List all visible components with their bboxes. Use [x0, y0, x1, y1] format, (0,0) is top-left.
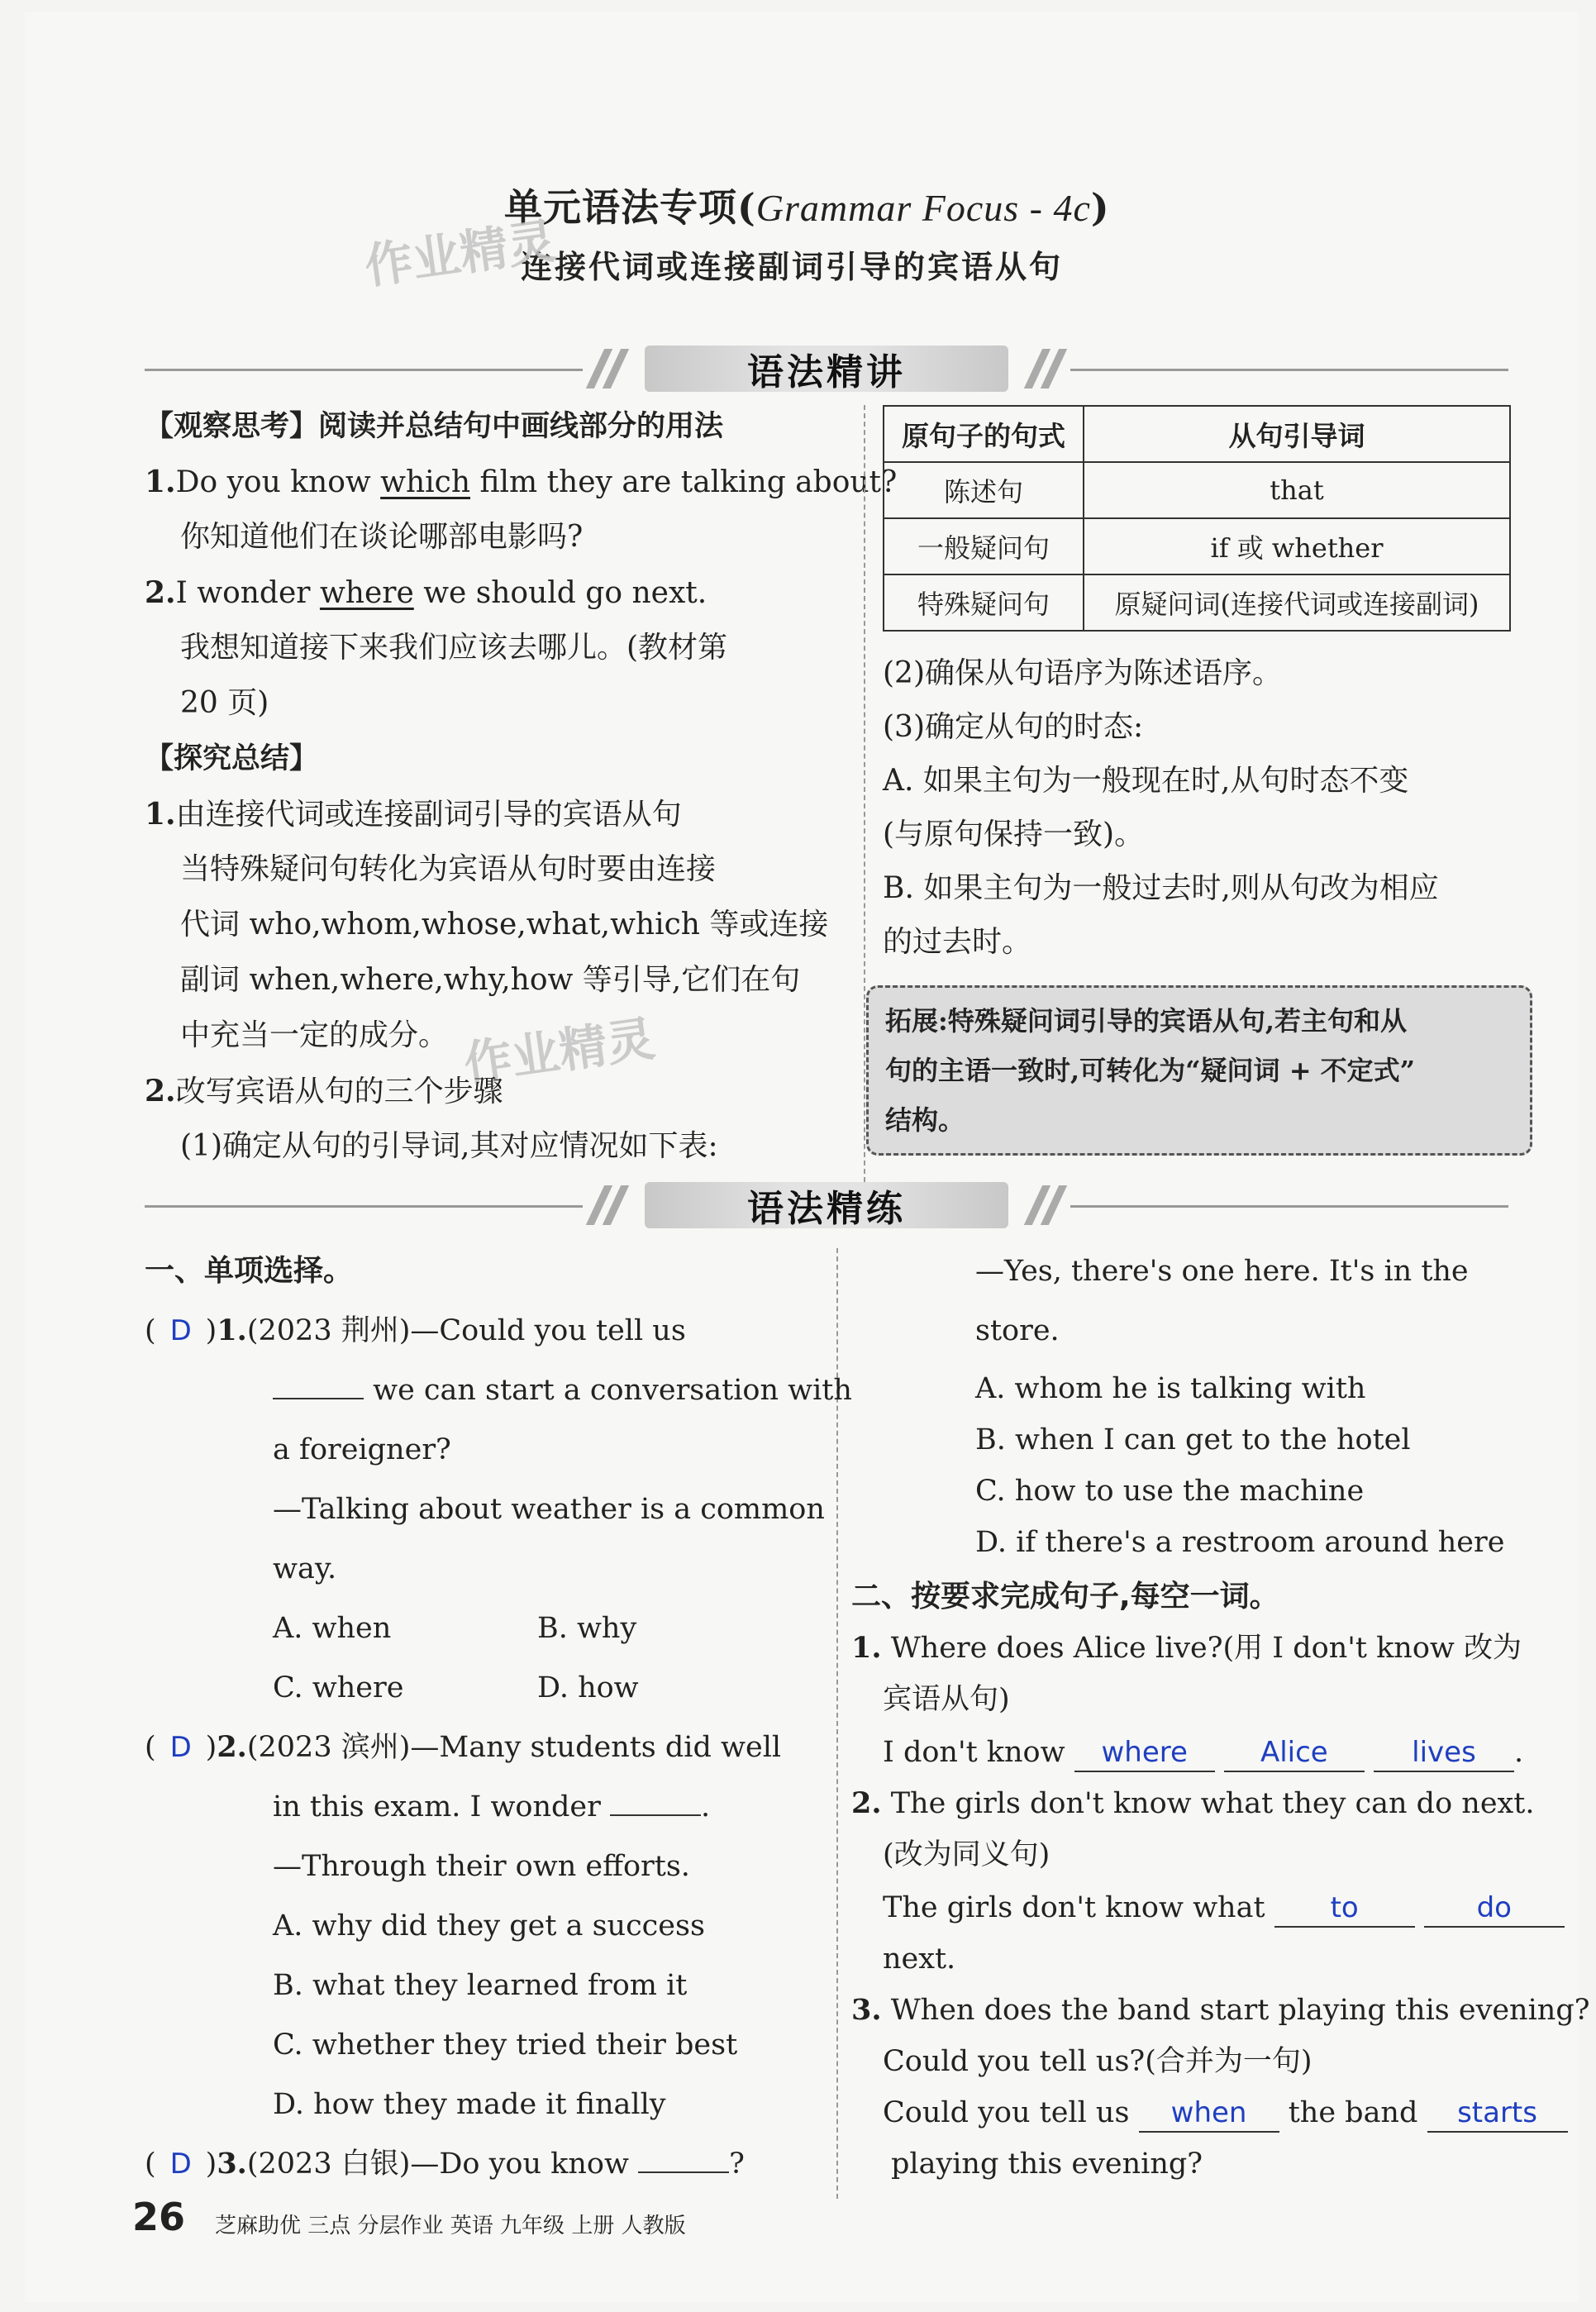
question-1-line: —Talking about weather is a common — [273, 1493, 825, 1526]
summary-2-title: 2.改写宾语从句的三个步骤 — [145, 1074, 503, 1108]
table-cell: 原疑问词(连接代词或连接副词) — [1084, 574, 1510, 631]
option: C. whether they tried their best — [273, 2028, 738, 2062]
page-number: 26 — [132, 2195, 186, 2239]
summary-1-title: 1.由连接代词或连接副词引导的宾语从句 — [145, 797, 682, 832]
rewrite-1-instruction: 宾语从句) — [883, 1683, 1010, 1716]
question-1-line: a foreigner? — [273, 1433, 451, 1466]
rewrite-2-answer-cont: next. — [883, 1943, 956, 1976]
option: B. why — [537, 1612, 637, 1645]
table-cell: 陈述句 — [884, 462, 1084, 518]
question-1-line: we can start a conversation with — [273, 1366, 852, 1415]
rewrite-3-answer-cont: playing this evening? — [891, 2148, 1203, 2181]
step-2: (2)确保从句语序为陈述语序。 — [883, 656, 1282, 690]
rewrite-3-answer-line: Could you tell us when the band starts — [883, 2088, 1568, 2138]
question-2-line: —Through their own efforts. — [273, 1850, 690, 1883]
table-row — [884, 462, 1510, 518]
summary-2-line: (1)确定从句的引导词,其对应情况如下表: — [180, 1129, 718, 1163]
step-3-b-cont: 的过去时。 — [883, 925, 1032, 959]
section-2-heading: 二、按要求完成句子,每空一词。 — [851, 1580, 1279, 1614]
option: D. how they made it finally — [273, 2088, 666, 2121]
answer-blank: to — [1274, 1890, 1415, 1928]
option: A. why did they get a success — [273, 1909, 705, 1943]
section-banner-practice: 语法精练 — [145, 1182, 1508, 1228]
rewrite-3-instruction: Could you tell us?(合并为一句) — [883, 2045, 1313, 2078]
answer-blank: lives — [1374, 1734, 1514, 1772]
table-row — [884, 574, 1510, 631]
rewrite-1: 1. Where does Alice live?(用 I don't know 改为 — [851, 1631, 1522, 1665]
summary-1-line: 中充当一定的成分。 — [180, 1018, 449, 1052]
question-3-line: —Yes, there's one here. It's in the — [975, 1255, 1469, 1288]
tip-line: 结构。 — [885, 1104, 965, 1136]
summary-1-line: 副词 when,where,why,how 等引导,它们在句 — [180, 963, 801, 997]
answer-blank: when — [1139, 2095, 1279, 2133]
table-cell: that — [1084, 462, 1510, 518]
watermark: 作业精灵 — [361, 212, 560, 295]
table-cell: if 或 whether — [1084, 518, 1510, 574]
answer-blank: where — [1074, 1734, 1215, 1772]
section-1-heading: 一、单项选择。 — [145, 1254, 354, 1288]
option: D. how — [537, 1671, 639, 1704]
step-3-a-cont: (与原句保持一致)。 — [883, 818, 1145, 851]
question-3-line: ( D )3.(2023 白银)—Do you know ? — [145, 2139, 745, 2189]
page-title: 单元语法专项(Grammar Focus - 4c) — [504, 185, 1110, 230]
question-1-line: way. — [273, 1552, 337, 1585]
option: D. if there's a restroom around here — [975, 1526, 1505, 1559]
extension-tip-box — [866, 985, 1532, 1156]
answer-1: D — [169, 1314, 192, 1347]
tip-line: 拓展:特殊疑问词引导的宾语从句,若主句和从 — [885, 1005, 1407, 1037]
example-1: 1.Do you know which film they are talking about? — [145, 465, 898, 499]
column-divider — [864, 405, 865, 1182]
tip-line: 句的主语一致时,可转化为“疑问词 + 不定式” — [885, 1055, 1416, 1086]
example-2-translation-cont: 20 页) — [180, 686, 269, 720]
option: B. when I can get to the hotel — [975, 1423, 1411, 1456]
rewrite-3: 3. When does the band start playing this evening? — [851, 1993, 1590, 2027]
summary-1-line: 当特殊疑问句转化为宾语从句时要由连接 — [180, 852, 717, 886]
answer-3: D — [169, 2148, 192, 2181]
rewrite-2-instruction: (改为同义句) — [883, 1838, 1051, 1871]
watermark: 作业精灵 — [460, 1010, 659, 1093]
step-3-b: B. 如果主句为一般过去时,则从句改为相应 — [883, 871, 1439, 905]
step-3: (3)确定从句的时态: — [883, 710, 1144, 744]
rewrite-2-answer-line: The girls don't know what to do — [883, 1883, 1565, 1933]
option: C. how to use the machine — [975, 1475, 1365, 1508]
option: B. what they learned from it — [273, 1969, 688, 2002]
question-2-line: in this exam. I wonder . — [273, 1790, 711, 1823]
observe-heading: 【观察思考】阅读并总结句中画线部分的用法 — [145, 410, 724, 443]
table-header: 从句引导词 — [1084, 406, 1510, 462]
answer-blank: starts — [1427, 2095, 1568, 2133]
answer-blank: do — [1424, 1890, 1565, 1928]
guide-word-table — [883, 405, 1511, 632]
footer-text: 芝麻助优 三点 分层作业 英语 九年级 上册 人教版 — [215, 2214, 686, 2238]
answer-blank: Alice — [1224, 1734, 1365, 1772]
table-header: 原句子的句式 — [884, 406, 1084, 462]
option: A. when — [273, 1612, 392, 1645]
rewrite-2: 2. The girls don't know what they can do next. — [851, 1786, 1535, 1820]
table-row — [884, 518, 1510, 574]
option: A. whom he is talking with — [975, 1372, 1366, 1405]
section-banner-explain: 语法精讲 — [145, 346, 1508, 392]
explore-heading: 【探究总结】 — [145, 742, 319, 775]
summary-1-line: 代词 who,whom,whose,what,which 等或连接 — [180, 908, 829, 941]
example-1-translation: 你知道他们在谈论哪部电影吗? — [180, 520, 584, 554]
question-1-line: ( D )1.(2023 荆州)—Could you tell us — [145, 1306, 686, 1356]
example-2: 2.I wonder where we should go next. — [145, 575, 707, 610]
table-cell: 一般疑问句 — [884, 518, 1084, 574]
page-subtitle: 连接代词或连接副词引导的宾语从句 — [521, 248, 1064, 285]
table-cell: 特殊疑问句 — [884, 574, 1084, 631]
question-2-line: ( D )2.(2023 滨州)—Many students did well — [145, 1723, 781, 1772]
step-3-a: A. 如果主句为一般现在时,从句时态不变 — [883, 764, 1409, 798]
answer-2: D — [169, 1731, 192, 1764]
table-header-row — [884, 406, 1510, 462]
question-3-line: store. — [975, 1314, 1060, 1347]
option: C. where — [273, 1671, 404, 1704]
rewrite-1-answer-line: I don't know where Alice lives . — [883, 1728, 1523, 1777]
example-2-translation: 我想知道接下来我们应该去哪儿。(教材第 — [180, 631, 728, 665]
